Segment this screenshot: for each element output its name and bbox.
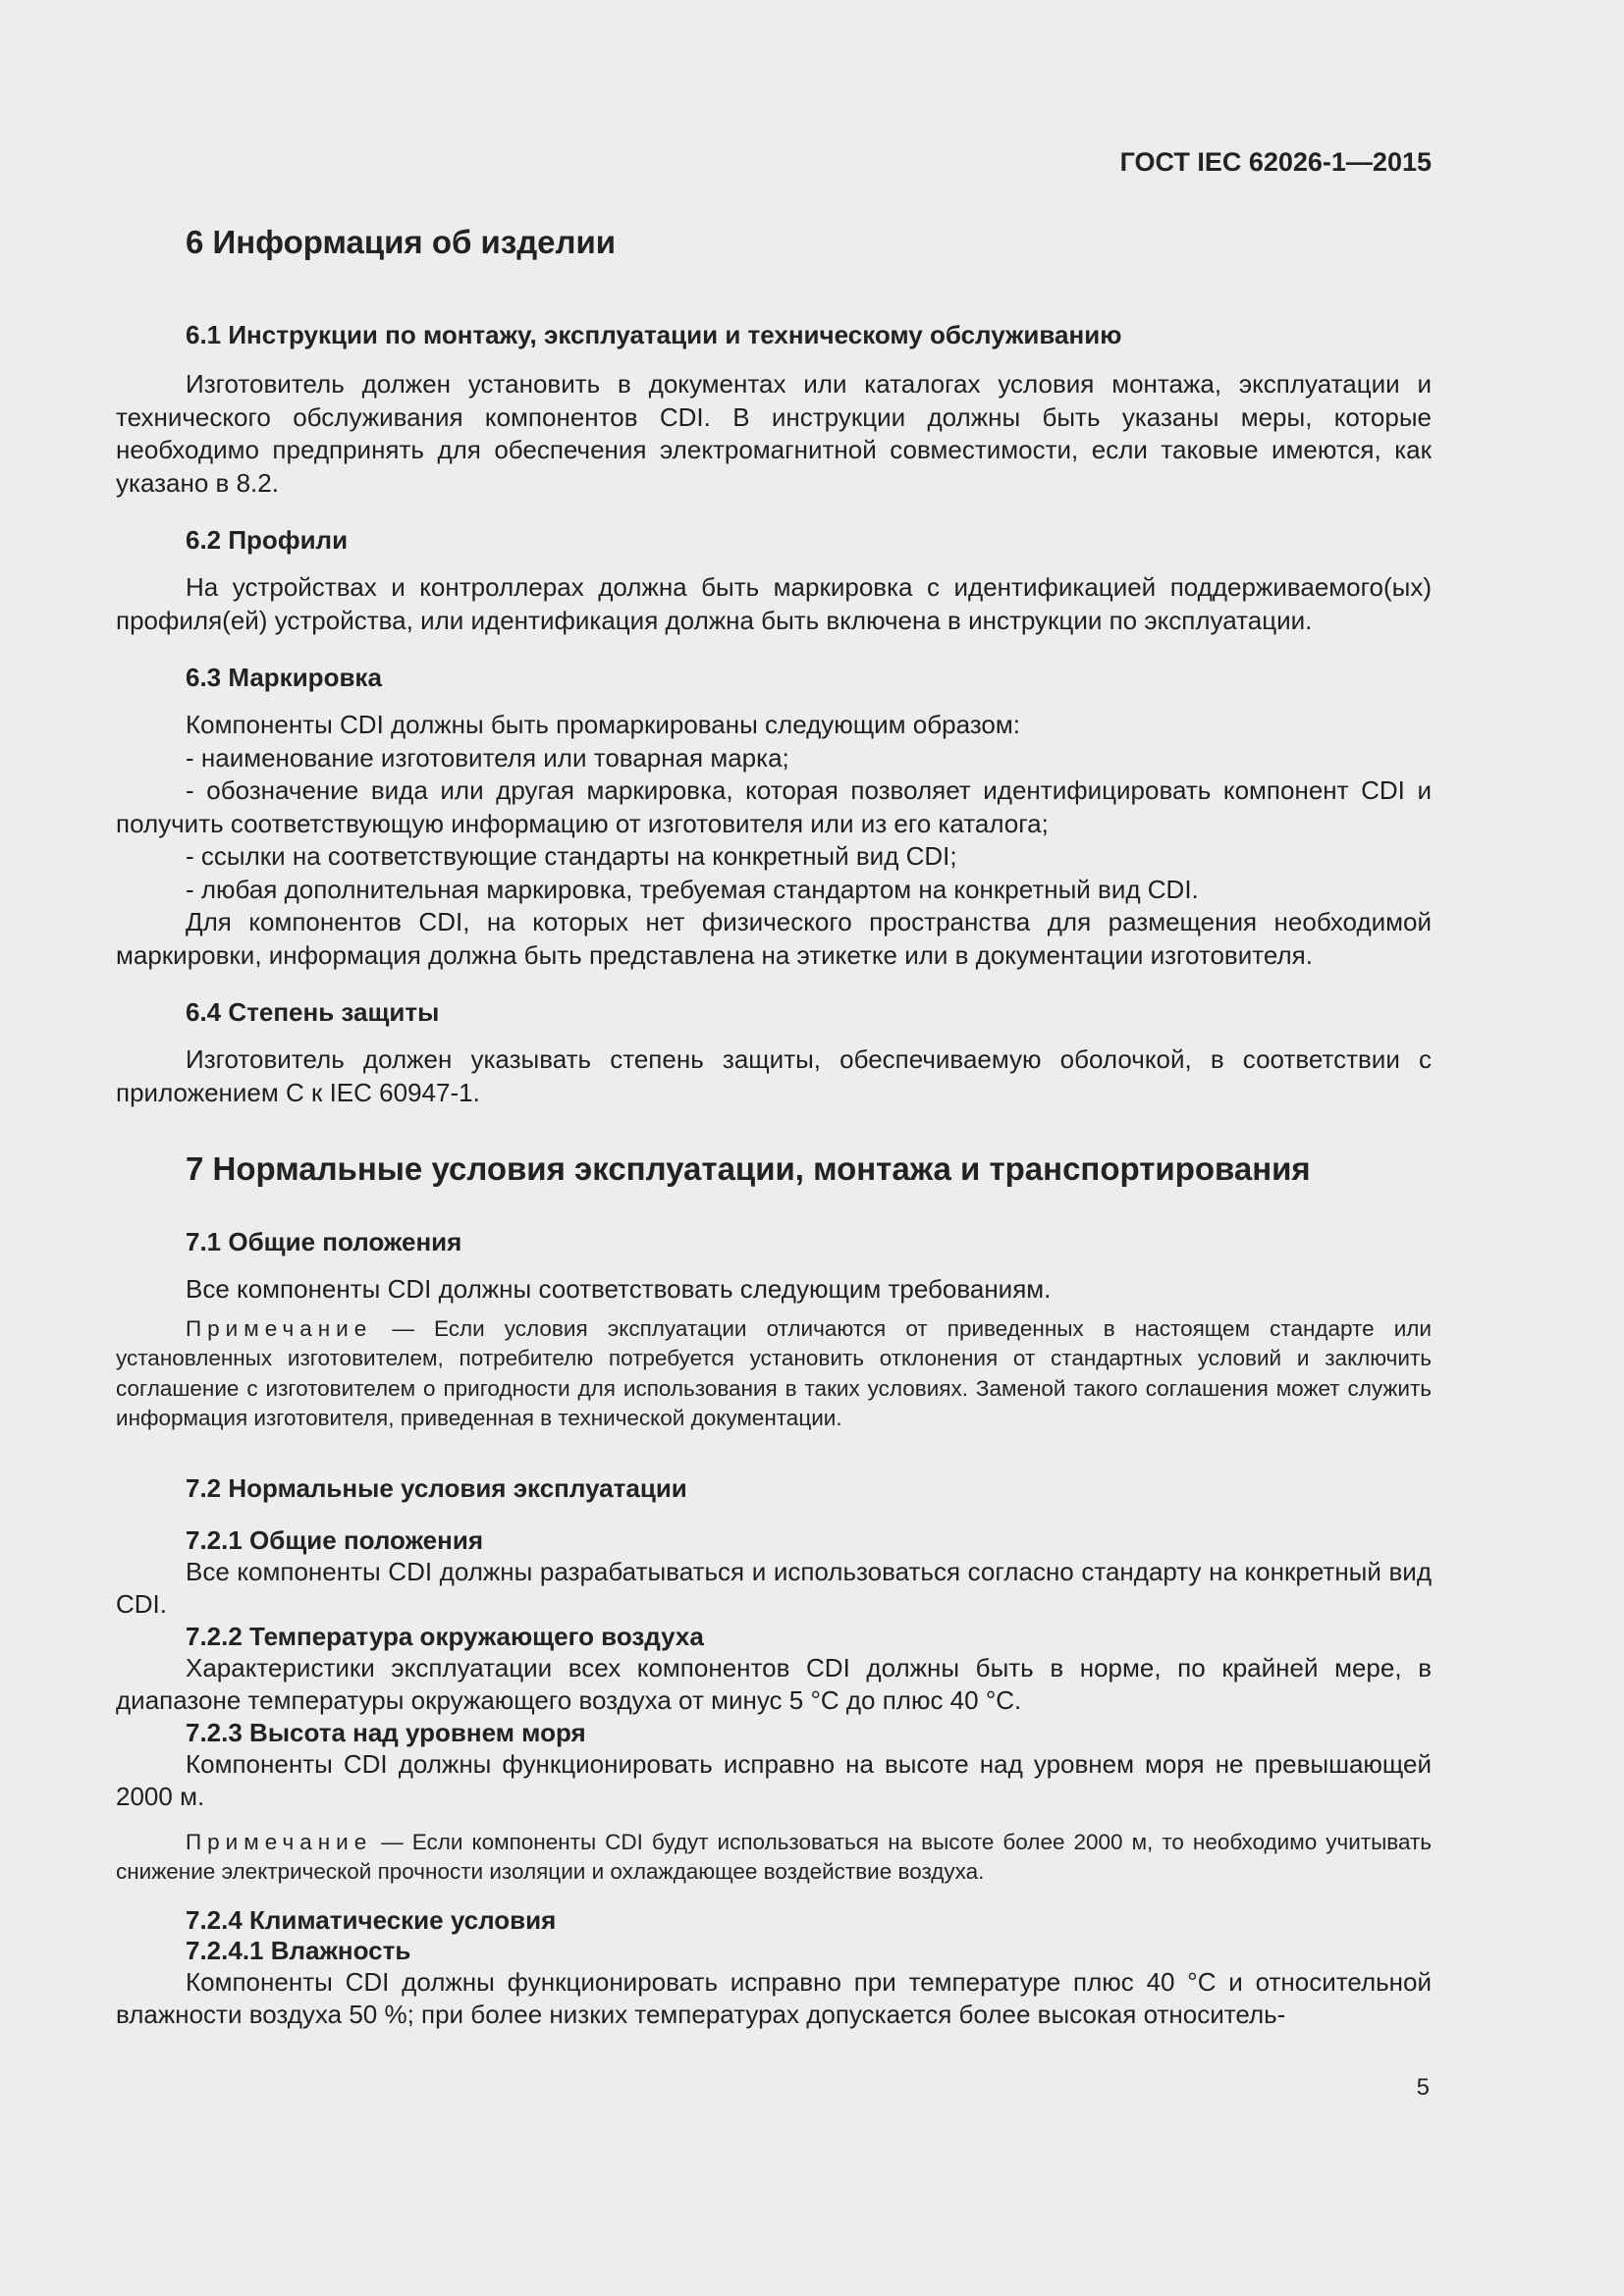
section-6-title: 6 Информация об изделии xyxy=(186,224,617,260)
section-7-2-2-paragraph: Характеристики эксплуатации всех компонентов CDI должны быть в норме, по крайней мере, в диапазоне температуры окружающего воздуха от минус 5 °C до плюс 40 °C. xyxy=(116,1652,1432,1715)
section-7-2-2-title: 7.2.2 Температура окружающего воздуха xyxy=(186,1621,704,1651)
section-7-2-4-title: 7.2.4 Климатические условия xyxy=(186,1904,557,1935)
section-6-2-title: 6.2 Профили xyxy=(186,525,349,555)
section-6-4-paragraph: Изготовитель должен указывать степень защиты, обеспечиваемую оболочкой, в соответствии с приложением C к IEC 60947-1. xyxy=(116,1044,1432,1107)
note-label: Примечание xyxy=(186,1315,373,1341)
section-6-1-paragraph: Изготовитель должен установить в документах или каталогах условия монтажа, эксплуатации и технического обслуживания компонентов CDI. В инструкции должны быть указаны меры, которые необходимо предпринять для обеспечения электромагнитной совместимости, если таковые имеются, как указано в 8.2. xyxy=(116,369,1432,498)
note-text: — Если условия эксплуатации отличаются от приведенных в настоящем стандарте или установленных изготовителем, потребителю потребуется установить отклонения от стандартных условий и заключить соглашение с изготовителем о пригодности для использования в таких условиях. Заменой такого соглашения может служить информация изготовителя, приведенная в технической документации. xyxy=(116,1315,1432,1430)
section-7-title: 7 Нормальные условия эксплуатации, монтажа и транспортирования xyxy=(186,1150,1311,1187)
list-item: - любая дополнительная маркировка, требуемая стандартом на конкретный вид CDI. xyxy=(186,874,1199,904)
section-6-3-intro: Компоненты CDI должны быть промаркированы следующим образом: xyxy=(186,710,1020,739)
section-7-2-3-paragraph: Компоненты CDI должны функционировать исправно на высоте над уровнем моря не превышающей 2000 м. xyxy=(116,1748,1432,1811)
section-7-1-title: 7.1 Общие положения xyxy=(186,1227,462,1256)
section-7-2-1-title: 7.2.1 Общие положения xyxy=(186,1524,483,1555)
section-7-2-4-1-paragraph: Компоненты CDI должны функционировать исправно при температуре плюс 40 °C и относительной влажности воздуха 50 %; при более низких температурах допускается более высокая относитель- xyxy=(116,1966,1432,2029)
note-label: Примечание xyxy=(186,1829,373,1854)
section-6-3-paragraph: Для компонентов CDI, на которых нет физического пространства для размещения необходимой маркировки, информация должна быть представлена на этикетке или в документации изготовителя. xyxy=(116,907,1432,970)
section-6-1-title: 6.1 Инструкции по монтажу, эксплуатации и техническому обслуживанию xyxy=(186,320,1122,349)
section-7-1-note xyxy=(116,1314,1432,1434)
section-7-2-3-note xyxy=(116,1828,1432,1888)
section-7-2-1-paragraph: Все компоненты CDI должны разрабатываться и использоваться согласно стандарту на конкретный вид CDI. xyxy=(116,1556,1432,1619)
list-item: - наименование изготовителя или товарная марка; xyxy=(186,742,789,773)
section-7-2-3-title: 7.2.3 Высота над уровнем моря xyxy=(186,1717,586,1747)
section-6-3-title: 6.3 Маркировка xyxy=(186,663,382,692)
section-7-1-paragraph: Все компоненты CDI должны соответствовать следующим требованиям. xyxy=(186,1274,1052,1304)
section-7-2-title: 7.2 Нормальные условия эксплуатации xyxy=(186,1472,687,1503)
page-content xyxy=(116,224,1432,2032)
page-number: 5 xyxy=(1416,2074,1430,2101)
note-text: — Если компоненты CDI будут использоваться на высоте более 2000 м, то необходимо учитывать снижение электрической прочности изоляции и охлаждающее воздействие воздуха. xyxy=(116,1829,1432,1884)
section-6-2-paragraph: На устройствах и контроллерах должна быть маркировка с идентификацией поддерживаемого(ых) профиля(ей) устройства, или идентификация должна быть включена в инструкции по эксплуатации. xyxy=(116,572,1432,635)
section-6-4-title: 6.4 Степень защиты xyxy=(186,997,440,1027)
list-item: - обозначение вида или другая маркировка, которая позволяет идентифицировать компонент CDI и получить соответствующую информацию от изготовителя или из его каталога; xyxy=(116,775,1432,838)
section-7-2-4-1-title: 7.2.4.1 Влажность xyxy=(186,1935,411,1965)
document-header: ГОСТ IEC 62026-1—2015 xyxy=(1119,147,1432,177)
list-item: - ссылки на соответствующие стандарты на конкретный вид CDI; xyxy=(186,841,957,871)
